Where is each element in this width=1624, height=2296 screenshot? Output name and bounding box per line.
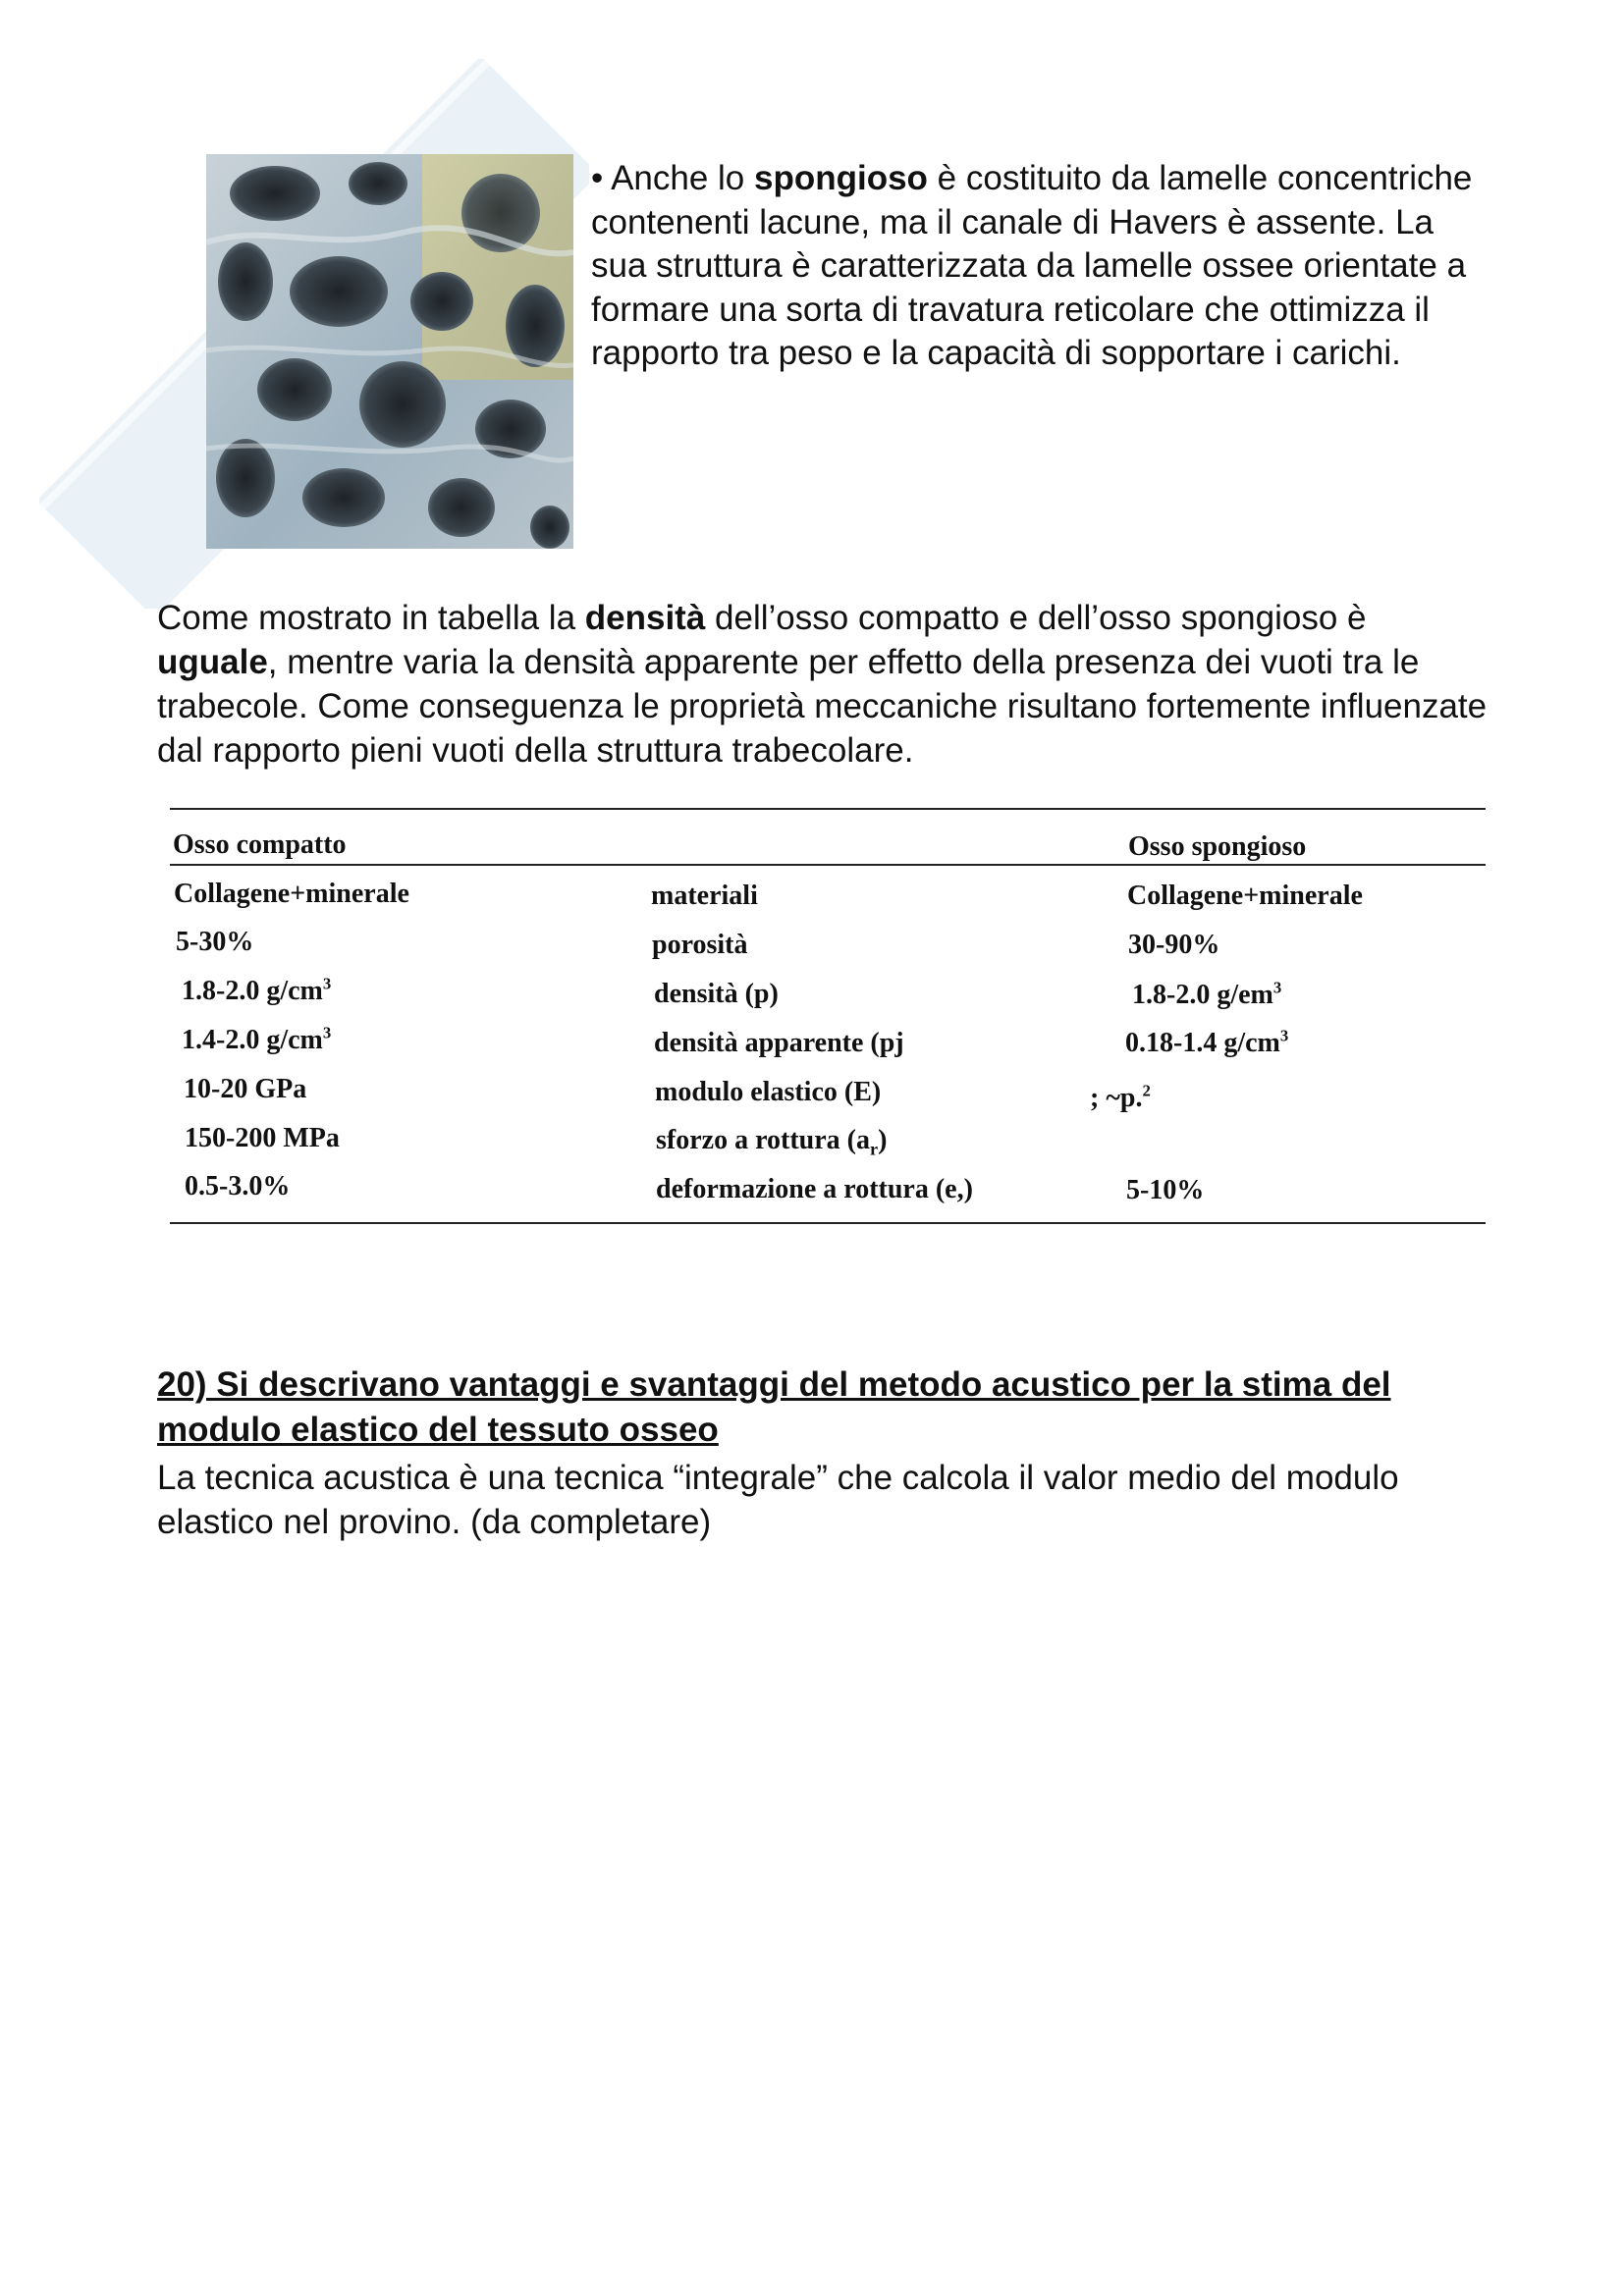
superscript: 3 bbox=[322, 974, 332, 993]
table-cell-right-text: 1.8-2.0 g/em bbox=[1132, 980, 1273, 1010]
superscript: 3 bbox=[322, 1023, 332, 1042]
table-cell-left: 0.5-3.0% bbox=[185, 1171, 291, 1201]
paragraph-text-2: dell’osso compatto e dell’osso spongioso è bbox=[705, 599, 1367, 637]
table-cell-right: 30-90% bbox=[1128, 930, 1220, 960]
table-cell-left bbox=[182, 976, 331, 1007]
table-cell-right bbox=[1090, 1083, 1151, 1114]
description-bold-spongioso: spongioso bbox=[754, 159, 928, 197]
spongy-bone-image bbox=[206, 154, 573, 549]
superscript: 2 bbox=[1142, 1081, 1151, 1100]
paragraph-bold-uguale: uguale bbox=[157, 643, 268, 681]
table-cell-left: 5-30% bbox=[176, 927, 254, 957]
table-cell-left-text: 1.4-2.0 g/cm bbox=[182, 1025, 323, 1055]
table-cell-middle: materiali bbox=[651, 881, 758, 911]
table-cell-left-text: 1.8-2.0 g/cm bbox=[182, 976, 323, 1006]
table-cell-left: 10-20 GPa bbox=[184, 1074, 307, 1104]
table-cell-middle: densità (p) bbox=[654, 979, 779, 1009]
table-cell-middle bbox=[656, 1125, 888, 1159]
description-text-2: è costituito da lamelle concentriche contenenti lacune, ma il canale di Havers è assente. La sua struttura è caratterizzata da lamelle ossee orientate a formare una sorta di travatura reticolare che ottimizza il rapporto tra peso e la capacità di sopportare i carichi. bbox=[591, 159, 1473, 372]
paragraph-bold-densita: densità bbox=[584, 599, 706, 637]
table-bottom-rule bbox=[170, 1222, 1486, 1224]
bullet: • bbox=[591, 159, 604, 197]
spongy-bone-description bbox=[591, 157, 1494, 376]
bone-properties-table bbox=[170, 808, 1486, 1225]
table-cell-middle-text: sforzo a rottura (a bbox=[656, 1125, 870, 1155]
table-top-rule bbox=[170, 808, 1486, 810]
table-cell-left bbox=[182, 1025, 331, 1056]
header-osso-spongioso: Osso spongioso bbox=[1128, 831, 1307, 862]
table-header-rule bbox=[170, 864, 1486, 866]
table-cell-middle: modulo elastico (E) bbox=[655, 1077, 882, 1107]
table-cell-right-text: 0.18-1.4 g/cm bbox=[1125, 1028, 1280, 1058]
table-cell-right: 5-10% bbox=[1126, 1175, 1205, 1205]
table-cell-middle: porosità bbox=[652, 930, 748, 960]
question-title: 20) Si descrivano vantaggi e svantaggi del metodo acustico per la stima del modulo elastico del tessuto osseo bbox=[157, 1365, 1391, 1449]
description-text-1: Anche lo bbox=[611, 159, 754, 197]
density-paragraph bbox=[157, 596, 1492, 773]
table-cell-left: Collagene+minerale bbox=[174, 879, 409, 909]
table-cell-left: 150-200 MPa bbox=[185, 1123, 340, 1153]
header-osso-compatto: Osso compatto bbox=[173, 829, 347, 860]
superscript: 3 bbox=[1272, 978, 1282, 997]
table-cell-right bbox=[1125, 1028, 1288, 1059]
paragraph-text-3: , mentre varia la densità apparente per effetto della presenza dei vuoti tra le trabecole. Come conseguenza le proprietà meccaniche risultano fortemente influenzate dal rapporto pieni vuoti della struttura trabecolare. bbox=[157, 643, 1488, 770]
table-cell-right: Collagene+minerale bbox=[1127, 881, 1363, 911]
question-answer: La tecnica acustica è una tecnica “integrale” che calcola il valor medio del modulo elastico nel provino. (da completare) bbox=[157, 1459, 1399, 1541]
table-cell-middle: deformazione a rottura (e,) bbox=[656, 1174, 973, 1204]
table-cell-middle-end: ) bbox=[878, 1125, 888, 1155]
subscript: r bbox=[869, 1139, 879, 1159]
superscript: 3 bbox=[1279, 1026, 1289, 1045]
table-cell-right-text: ; ~p. bbox=[1090, 1083, 1143, 1113]
paragraph-text-1: Come mostrato in tabella la bbox=[157, 599, 585, 637]
table-cell-middle: densità apparente (pj bbox=[654, 1028, 904, 1058]
table-cell-right bbox=[1132, 980, 1281, 1011]
spongy-bone-graphic bbox=[206, 154, 573, 549]
